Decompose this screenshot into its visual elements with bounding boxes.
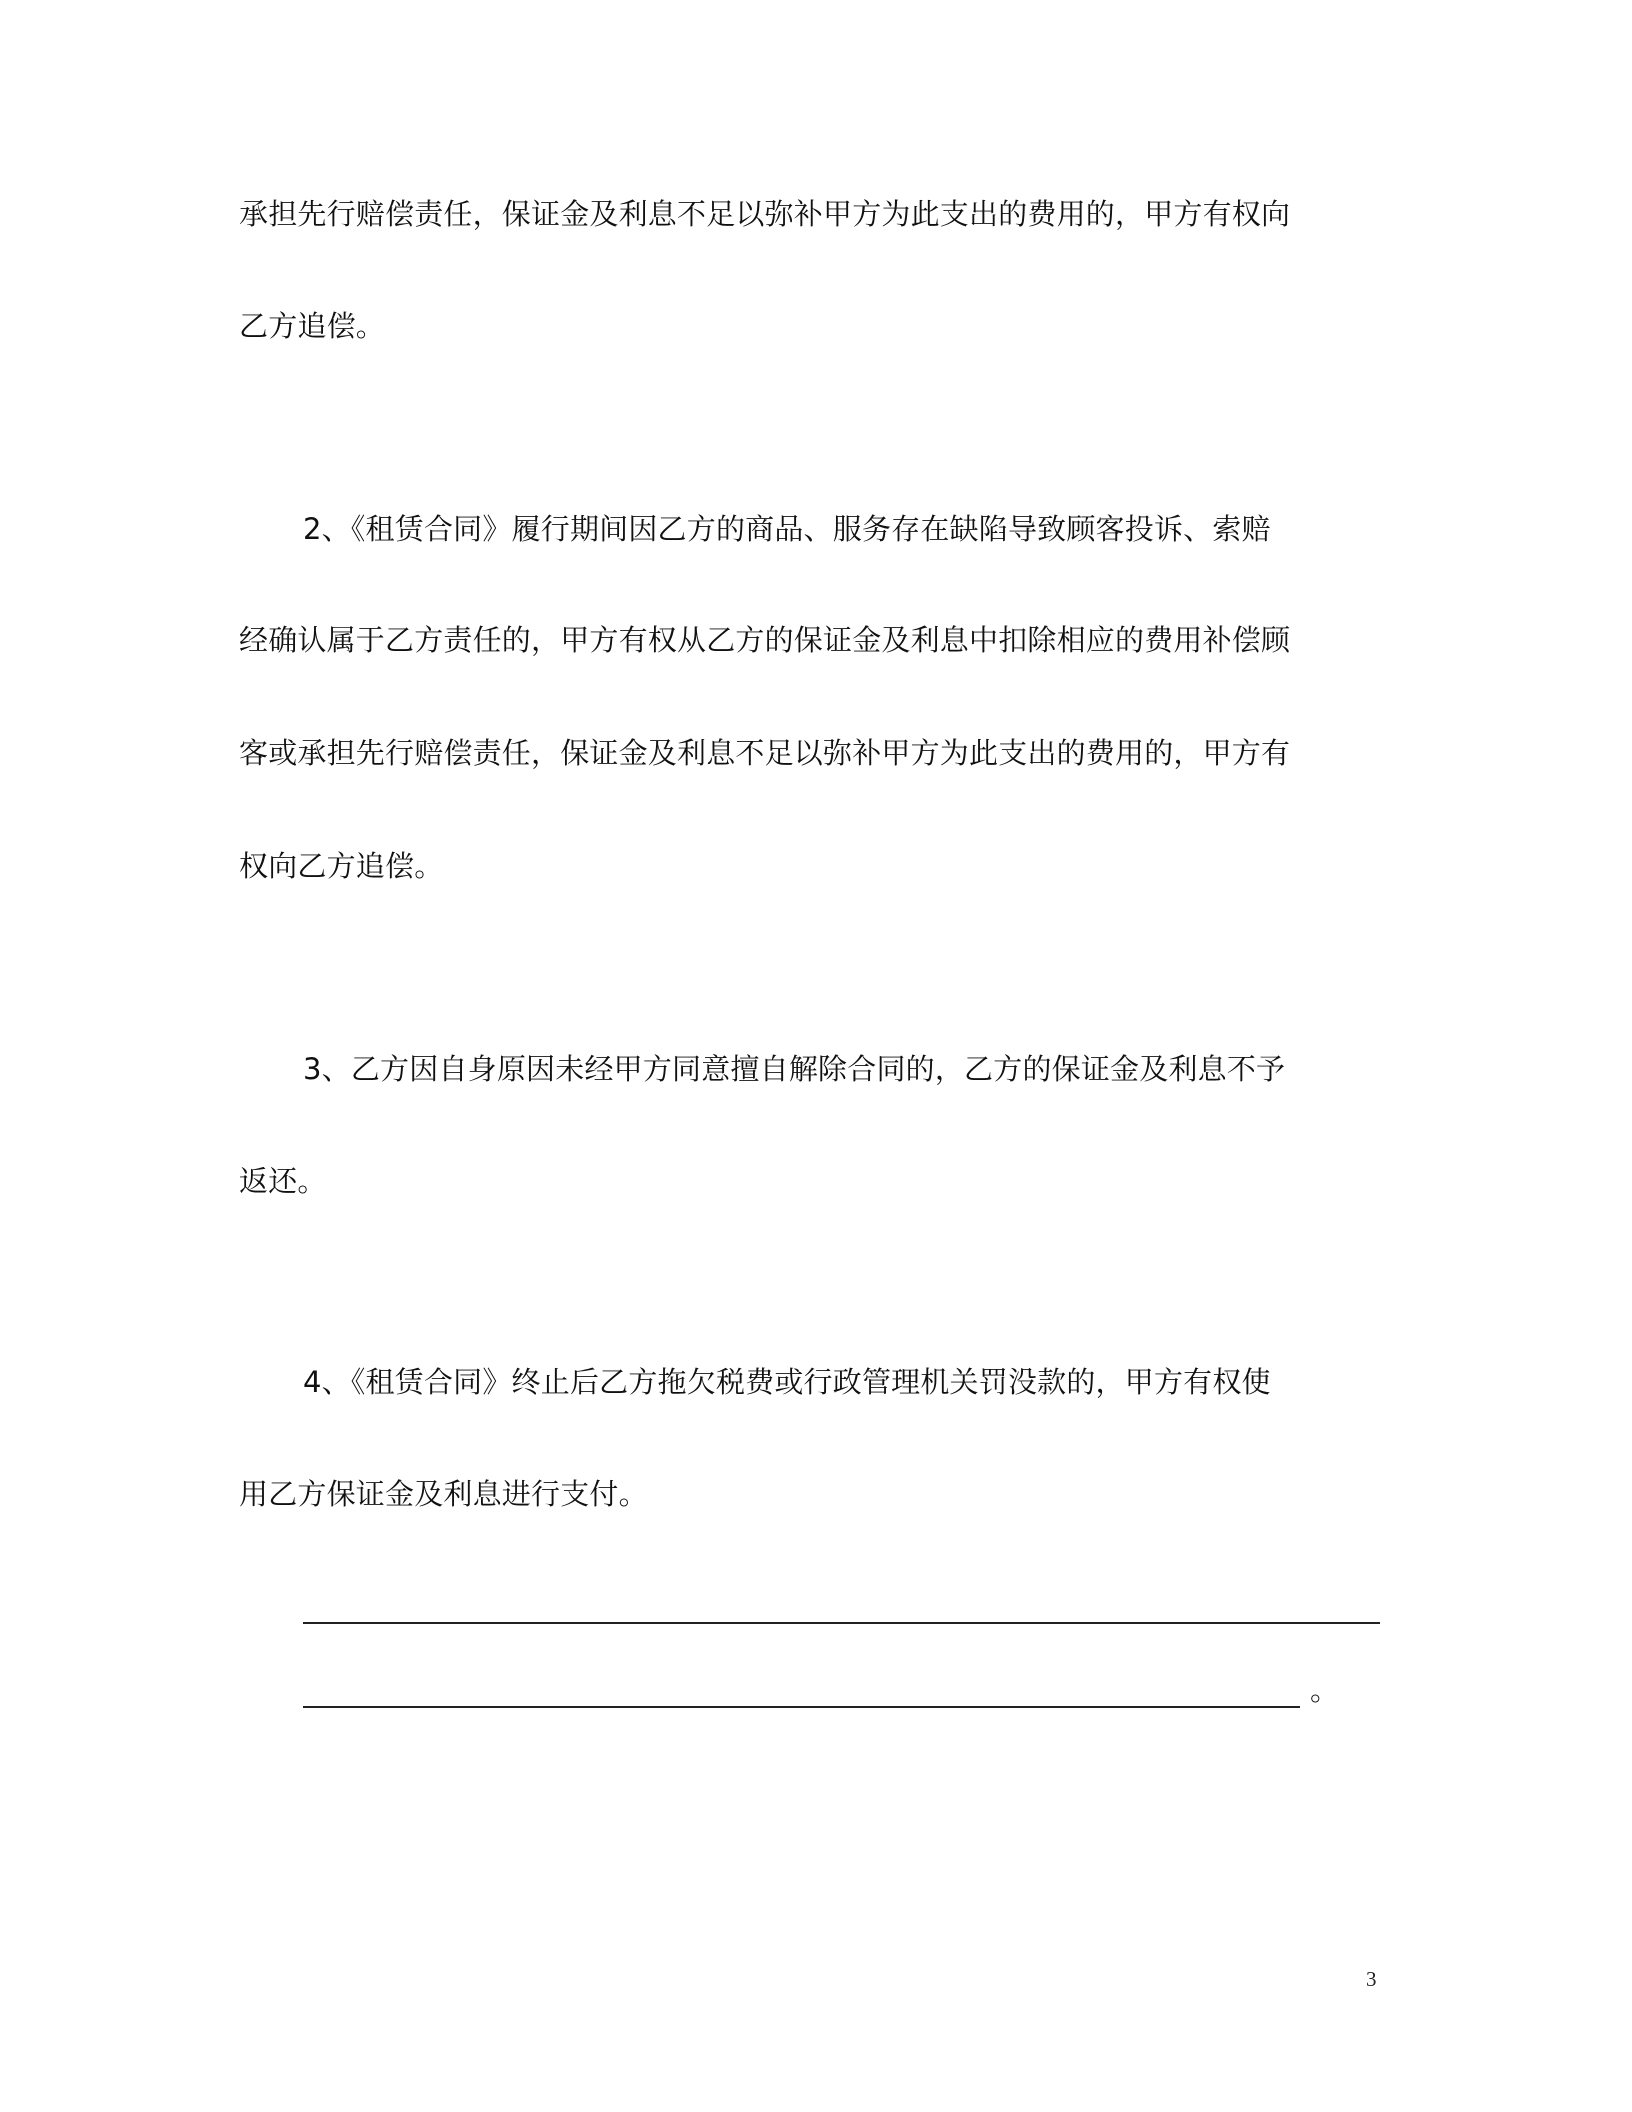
clause-2-line-4: 权向乙方追偿。 — [239, 849, 444, 883]
clause-4-line-2: 用乙方保证金及利息进行支付。 — [239, 1477, 648, 1511]
page-number: 3 — [1366, 1967, 1377, 1991]
clause-2-line-1: 2、《租赁合同》履行期间因乙方的商品、服务存在缺陷导致顾客投诉、索赔 — [303, 512, 1271, 546]
clause-2-line-3: 客或承担先行赔偿责任，保证金及利息不足以弥补甲方为此支出的费用的，甲方有 — [239, 736, 1291, 770]
text-line-2: 乙方追偿。 — [239, 309, 386, 343]
blank-fill-line-2 — [303, 1706, 1300, 1708]
clause-2-line-2: 经确认属于乙方责任的，甲方有权从乙方的保证金及利息中扣除相应的费用补偿顾 — [239, 623, 1291, 657]
clause-4-line-1: 4、《租赁合同》终止后乙方拖欠税费或行政管理机关罚没款的，甲方有权使 — [303, 1365, 1271, 1399]
text-line-1: 承担先行赔偿责任，保证金及利息不足以弥补甲方为此支出的费用的，甲方有权向 — [239, 197, 1291, 231]
clause-3-line-2: 返还。 — [239, 1164, 327, 1198]
clause-3-line-1: 3、乙方因自身原因未经甲方同意擅自解除合同的，乙方的保证金及利息不予 — [303, 1052, 1286, 1086]
blank-fill-line-1 — [303, 1622, 1380, 1624]
blank-end-mark: 。 — [1310, 1673, 1340, 1707]
